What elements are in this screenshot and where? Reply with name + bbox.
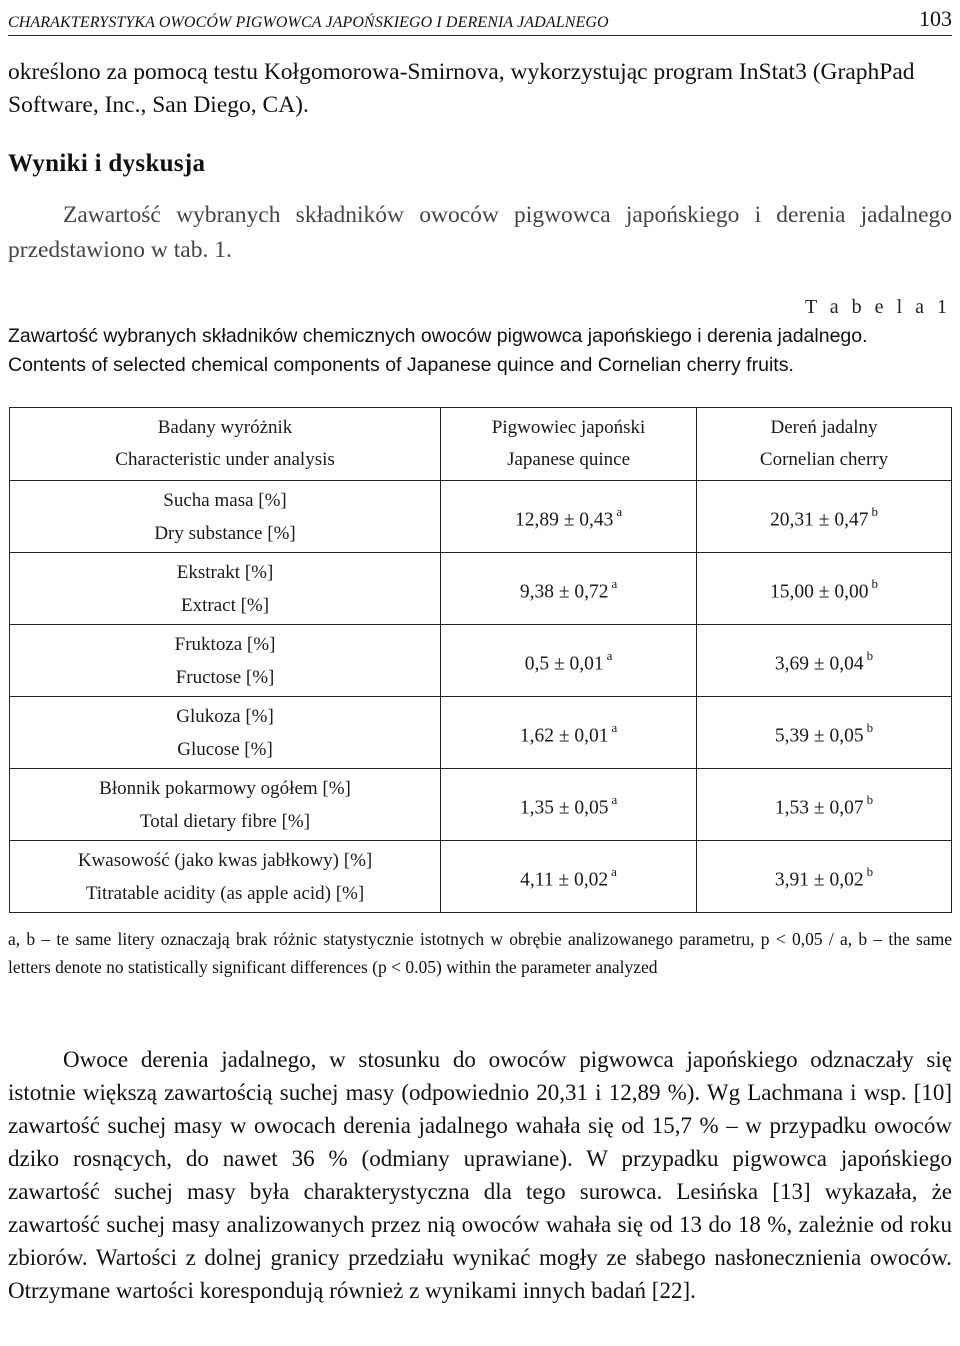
quince-value [441, 769, 697, 841]
quince-value [441, 625, 697, 697]
cherry-significance-letter: b [871, 575, 878, 591]
composition-table [9, 407, 952, 913]
table-row [10, 553, 952, 625]
row-label-pl: Fruktoza [%] [174, 633, 276, 655]
header-characteristic [10, 408, 441, 481]
row-label-pl: Błonnik pokarmowy ogółem [%] [99, 777, 351, 799]
row-label-pl: Ekstrakt [%] [176, 561, 274, 583]
intro-paragraph: określono za pomocą testu Kołgomorowa-Smirnova, wykorzystując program InStat3 (GraphPad Software, Inc., San Diego, CA). [8, 59, 915, 118]
cherry-value [697, 625, 952, 697]
quince-value-text: 9,38 ± 0,72 [519, 581, 609, 603]
row-label-en: Glucose [%] [177, 738, 273, 760]
row-label-en: Extract [%] [180, 594, 270, 616]
cherry-significance-letter: b [866, 791, 874, 807]
row-label-en: Titratable acidity (as apple acid) [%] [85, 882, 365, 904]
table-caption-english: Contents of selected chemical components of Japanese quince and Cornelian cherry fruits. [8, 354, 794, 376]
running-head-title: CHARAKTERYSTYKA OWOCÓW PIGWOWCA JAPOŃSKIEGO I DERENIA JADALNEGO [8, 14, 609, 31]
cherry-value-text: 1,53 ± 0,07 [774, 797, 864, 819]
row-label-pl: Sucha masa [%] [163, 489, 287, 511]
cherry-significance-letter: b [871, 503, 878, 519]
cherry-value-text: 15,00 ± 0,00 [770, 581, 869, 603]
row-characteristic [10, 697, 441, 769]
quince-value-text: 12,89 ± 0,43 [514, 509, 614, 531]
table-row [10, 697, 952, 769]
table-footnote: a, b – te same litery oznaczają brak różnic statystycznie istotnych w obrębie analizowanego parametru, p < 0,05 / a, b – the same letters denote no statistically significant differences (p < 0.05) within the parameter analyzed [8, 929, 952, 977]
cherry-value-text: 20,31 ± 0,47 [770, 509, 869, 531]
discussion-paragraph: Owoce derenia jadalnego, w stosunku do owoców pigwowca japońskiego odznaczały się istotnie większą zawartością suchej masy (odpowiednio 20,31 i 12,89 %). Wg Lachmana i wsp. [10] zawartość suchej masy w owocach derenia jadalnego wahała się od 15,7 % – w przypadku owoców dziko rosnących, do nawet 36 % (odmiany uprawiane). W przypadku pigwowca japońskiego zawartość suchej masy była charakterystyczna dla tego surowca. Lesińska [13] wykazała, że zawartość suchej masy analizowanych przez nią owoców wahała się od 13 do 18 %, zależnie od roku zbiorów. Wartości z dolnej granicy przedziału wynikać mogły ze słabego nasłonecznienia owoców. Otrzymane wartości korespondują również z wynikami innych badań [22]. [8, 1047, 952, 1303]
quince-value [441, 481, 697, 553]
cherry-significance-letter: b [866, 719, 874, 735]
row-label-pl: Kwasowość (jako kwas jabłkowy) [%] [77, 849, 373, 871]
table-row [10, 481, 952, 553]
row-label-en: Dry substance [%] [154, 522, 296, 544]
header-characteristic-en: Characteristic under analysis [115, 449, 335, 470]
row-label-pl: Glukoza [%] [176, 705, 274, 727]
quince-significance-letter: a [611, 575, 618, 591]
header-cherry-en: Cornelian cherry [759, 449, 889, 470]
quince-significance-letter: a [606, 647, 613, 663]
header-cherry-pl: Dereń jadalny [770, 417, 878, 438]
row-characteristic [10, 841, 441, 913]
row-characteristic [10, 769, 441, 841]
row-characteristic [10, 625, 441, 697]
page-number: 103 [919, 6, 952, 31]
quince-value [441, 697, 697, 769]
row-characteristic [10, 481, 441, 553]
cherry-value [697, 553, 952, 625]
section-title: Wyniki i dyskusja [8, 150, 206, 177]
quince-value [441, 841, 697, 913]
quince-value-text: 4,11 ± 0,02 [520, 869, 609, 891]
quince-value-text: 1,35 ± 0,05 [519, 797, 609, 819]
cherry-value-text: 3,69 ± 0,04 [774, 653, 864, 675]
cherry-value [697, 697, 952, 769]
header-quince-pl: Pigwowiec japoński [491, 417, 646, 438]
cherry-significance-letter: b [866, 863, 874, 879]
header-characteristic-pl: Badany wyróżnik [157, 417, 293, 438]
table-header-row [10, 408, 952, 481]
cherry-value [697, 769, 952, 841]
row-characteristic [10, 553, 441, 625]
table-row [10, 841, 952, 913]
header-japanese-quince [441, 408, 697, 481]
table-row [10, 625, 952, 697]
quince-value [441, 553, 697, 625]
row-label-en: Total dietary fibre [%] [139, 810, 311, 832]
quince-significance-letter: a [611, 863, 617, 879]
quince-significance-letter: a [616, 503, 623, 519]
cherry-value [697, 841, 952, 913]
quince-significance-letter: a [611, 719, 618, 735]
quince-value-text: 0,5 ± 0,01 [524, 653, 604, 675]
row-label-en: Fructose [%] [175, 666, 275, 688]
cherry-value-text: 3,91 ± 0,02 [774, 869, 864, 891]
cherry-value [697, 481, 952, 553]
table-row [10, 769, 952, 841]
quince-significance-letter: a [611, 791, 618, 807]
header-quince-en: Japanese quince [507, 449, 631, 470]
cherry-value-text: 5,39 ± 0,05 [774, 725, 864, 747]
header-cornelian-cherry [697, 408, 952, 481]
cherry-significance-letter: b [866, 647, 874, 663]
results-paragraph-1: Zawartość wybranych składników owoców pigwowca japońskiego i derenia jadalnego przedstawiono w tab. 1. [8, 202, 952, 263]
running-head [8, 4, 952, 36]
table-label: T a b e l a 1 [804, 296, 951, 318]
table-caption-polish: Zawartość wybranych składników chemicznych owoców pigwowca japońskiego i derenia jadalnego. [8, 325, 868, 347]
quince-value-text: 1,62 ± 0,01 [519, 725, 609, 747]
